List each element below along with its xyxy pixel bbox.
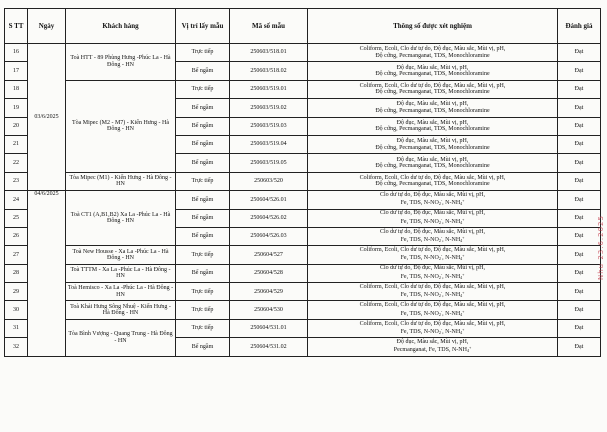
customer-name: Toà New Housse - Xa La -Phúc La - Hà Đông - HN [66, 246, 176, 264]
test-parameters [308, 264, 558, 282]
row-stt: 16 [5, 44, 28, 62]
sample-location: Trực tiếp [176, 80, 230, 98]
subscript: 4 [460, 238, 463, 244]
sample-code: 250604/530 [230, 301, 308, 319]
evaluation-result: Đạt [558, 227, 601, 245]
evaluation-result: Đạt [558, 44, 601, 62]
params-fragment: , N-NH [442, 329, 461, 336]
sample-location: Bể ngầm [176, 135, 230, 153]
superscript: + [462, 271, 465, 277]
params-line: Độ cứng, Pecmanganat, TDS, Monochloramine [375, 107, 490, 114]
params-fragment: , N-NH [442, 200, 461, 207]
params-line [309, 253, 556, 262]
customer-name: Toà HTT - 89 Phùng Hưng -Phúc La - Hà Đông - HN [66, 44, 176, 81]
row-stt: 23 [5, 172, 28, 190]
row-stt: 20 [5, 117, 28, 135]
sample-location: Trực tiếp [176, 283, 230, 301]
row-stt: 21 [5, 135, 28, 153]
test-parameters [308, 301, 558, 319]
evaluation-result: Đạt [558, 117, 601, 135]
test-parameters [308, 283, 558, 301]
row-stt: 24 [5, 191, 28, 209]
sample-location: Trực tiếp [176, 172, 230, 190]
params-line: Độ cứng, Pecmanganat, TDS, Monochloramine [375, 89, 490, 96]
evaluation-result: Đạt [558, 264, 601, 282]
sample-location: Bể ngầm [176, 62, 230, 80]
params-line: Coliform, Ecoli, Clo dư tự do, Độ đục, Màu sắc, Mùi vị, pH, [359, 83, 506, 90]
params-fragment: , N-NH [442, 218, 461, 225]
test-parameters [308, 117, 558, 135]
table-row [5, 172, 601, 190]
header-location: Vị trí lấy mẫu [176, 9, 230, 44]
evaluation-result: Đạt [558, 246, 601, 264]
subscript: 4 [460, 219, 463, 225]
subscript: 4 [460, 330, 463, 336]
sample-location: Bể ngầm [176, 99, 230, 117]
params-line: Độ cứng, Pecmanganat, TDS, Monochloramine [375, 181, 490, 188]
subscript: 2 [438, 274, 441, 280]
superscript: + [462, 198, 465, 204]
evaluation-result: Đạt [558, 319, 601, 337]
superscript: + [462, 327, 465, 333]
superscript: - [440, 235, 443, 241]
superscript: - [440, 327, 443, 333]
params-line: Coliform, Ecoli, Clo dư tự do, Độ đục, Màu sắc, Mùi vị, pH, [359, 302, 506, 309]
params-fragment: Pecmanganat, Fe, TDS, N-NH [393, 347, 467, 354]
row-stt: 30 [5, 301, 28, 319]
params-line: Độ đục, Màu sắc, Mùi vị, pH, [396, 156, 469, 163]
evaluation-result: Đạt [558, 99, 601, 117]
params-line: Độ đục, Màu sắc, Mùi vị, pH, [396, 101, 469, 108]
header-result: Đánh giá [558, 9, 601, 44]
params-line: Độ cứng, Pecmanganat, TDS, Monochloramine [375, 52, 490, 59]
params-fragment: Fe, TDS, N-NO [400, 255, 439, 262]
params-line: Độ cứng, Pecmanganat, TDS, Monochloramine [375, 71, 490, 78]
sample-code: 250604/531.02 [230, 338, 308, 356]
superscript: - [440, 290, 443, 296]
customer-name: Tòa Mipec (M2 - M7) - Kiến Hưng - Hà Đông - HN [66, 80, 176, 172]
params-line [309, 198, 556, 207]
table-row [5, 246, 601, 264]
sample-code: 250604/529 [230, 283, 308, 301]
superscript: + [462, 308, 465, 314]
params-fragment: , N-NH [442, 310, 461, 317]
sample-location: Trực tiếp [176, 246, 230, 264]
sample-location: Trực tiếp [176, 44, 230, 62]
customer-name: Toà CT1 (A,B1,B2) Xa La -Phúc La - Hà Đông - HN [66, 191, 176, 246]
evaluation-result: Đạt [558, 154, 601, 172]
params-line: Coliform, Ecoli, Clo dư tự do, Độ đục, Màu sắc, Mùi vị, pH, [359, 320, 506, 327]
superscript: - [440, 216, 443, 222]
table-row [5, 191, 601, 209]
params-line: Độ cứng, Pecmanganat, TDS, Monochloramine [375, 144, 490, 151]
sample-location: Bể ngầm [176, 117, 230, 135]
sample-location: Bể ngầm [176, 191, 230, 209]
params-line: Độ cứng, Pecmanganat, TDS, Monochloramine [375, 163, 490, 170]
params-fragment: , N-NH [442, 255, 461, 262]
test-parameters [308, 99, 558, 117]
test-parameters [308, 44, 558, 62]
superscript: + [462, 235, 465, 241]
sample-code: 250604/526.03 [230, 227, 308, 245]
superscript: - [440, 198, 443, 204]
params-line: Clo dư tự do, Độ đục, Màu sắc, Mùi vị, pH, [380, 191, 485, 198]
sample-code: 250603/519.04 [230, 135, 308, 153]
params-line: Độ đục, Màu sắc, Mùi vị, pH, [396, 119, 469, 126]
params-fragment: , N-NH [442, 237, 461, 244]
subscript: 2 [438, 256, 441, 262]
table-row [5, 319, 601, 337]
subscript: 2 [438, 330, 441, 336]
params-line [309, 217, 556, 226]
test-parameters [308, 246, 558, 264]
subscript: 4 [460, 293, 463, 299]
sample-code: 250604/526.02 [230, 209, 308, 227]
params-line: Clo dư tự do, Độ đục, Màu sắc, Mùi vị, pH, [380, 228, 485, 235]
params-fragment: Fe, TDS, N-NO [400, 292, 439, 299]
table-row [5, 80, 601, 98]
evaluation-result: Đạt [558, 283, 601, 301]
params-line: Độ cứng, Pecmanganat, TDS, Monochloramine [375, 126, 490, 133]
params-line: Coliform, Ecoli, Clo dư tự do, Độ đục, Màu sắc, Mùi vị, pH, [359, 283, 506, 290]
table-row [5, 44, 601, 62]
evaluation-result: Đạt [558, 172, 601, 190]
sample-location: Bể ngầm [176, 227, 230, 245]
header-parameters: Thông số được xét nghiệm [308, 9, 558, 44]
row-stt: 17 [5, 62, 28, 80]
sample-code: 250603/519.01 [230, 80, 308, 98]
sample-location: Bể ngầm [176, 209, 230, 227]
evaluation-result: Đạt [558, 209, 601, 227]
params-line [309, 309, 556, 318]
params-fragment: , N-NH [442, 273, 461, 280]
params-line [309, 327, 556, 336]
params-fragment: , N-NH [442, 292, 461, 299]
sample-location: Bể ngầm [176, 154, 230, 172]
customer-name: Tòa Mipec (M1) - Kiến Hưng - Hà Đông - HN [66, 172, 176, 190]
row-stt: 32 [5, 338, 28, 356]
superscript: + [462, 253, 465, 259]
params-fragment: Fe, TDS, N-NO [400, 310, 439, 317]
header-date: Ngày [28, 9, 66, 44]
test-parameters [308, 172, 558, 190]
superscript: + [468, 345, 472, 351]
evaluation-result: Đạt [558, 338, 601, 356]
test-results-table [4, 8, 601, 357]
evaluation-result: Đạt [558, 135, 601, 153]
params-line: Coliform, Ecoli, Clo dư tự do, Độ đục, Màu sắc, Mùi vị, pH, [359, 175, 506, 182]
subscript: 4 [460, 201, 463, 207]
row-stt: 22 [5, 154, 28, 172]
sample-code: 250603/519.03 [230, 117, 308, 135]
params-line [309, 345, 556, 354]
params-line: Coliform, Ecoli, Clo dư tự do, Độ đục, Màu sắc, Mùi vị, pH, [359, 46, 506, 53]
test-parameters [308, 227, 558, 245]
header-stt: S TT [5, 9, 28, 44]
evaluation-result: Đạt [558, 301, 601, 319]
params-line: Clo dư tự do, Độ đục, Màu sắc, Mùi vị, pH, [380, 210, 485, 217]
header-customer: Khách hàng [66, 9, 176, 44]
sample-date: 03/6/2025 [28, 44, 66, 191]
sample-code: 250603/519.05 [230, 154, 308, 172]
test-parameters [308, 154, 558, 172]
params-line: Clo dư tự do, Độ đục, Màu sắc, Mùi vị, pH, [380, 265, 485, 272]
handwritten-margin-note: Nhu 23.6.2025 [597, 215, 605, 280]
subscript: 4 [460, 256, 463, 262]
params-fragment: Fe, TDS, N-NO [400, 200, 439, 207]
sample-code: 250604/527 [230, 246, 308, 264]
test-parameters [308, 209, 558, 227]
row-stt: 27 [5, 246, 28, 264]
superscript: - [440, 308, 443, 314]
subscript: 2 [438, 201, 441, 207]
customer-name: Tòa Bình Vượng - Quang Trung - Hà Đông - HN [66, 319, 176, 356]
sample-code: 250604/528 [230, 264, 308, 282]
test-parameters [308, 62, 558, 80]
table-row [5, 301, 601, 319]
params-fragment: Fe, TDS, N-NO [400, 273, 439, 280]
sample-code: 250604/526.01 [230, 191, 308, 209]
sample-code: 250604/531.01 [230, 319, 308, 337]
customer-name: Toà Khải Hưng Sông Nhuệ - Kiến Hưng - Hà Đông - HN [66, 301, 176, 319]
params-line [309, 290, 556, 299]
subscript: 2 [438, 293, 441, 299]
table-row [5, 283, 601, 301]
superscript: + [462, 216, 465, 222]
subscript: 2 [438, 219, 441, 225]
row-stt: 28 [5, 264, 28, 282]
superscript: + [462, 290, 465, 296]
params-line [309, 235, 556, 244]
sample-code: 250603/518.02 [230, 62, 308, 80]
sample-location: Trực tiếp [176, 319, 230, 337]
row-stt: 31 [5, 319, 28, 337]
params-line [309, 272, 556, 281]
test-parameters [308, 319, 558, 337]
row-stt: 25 [5, 209, 28, 227]
sample-location: Trực tiếp [176, 301, 230, 319]
table-row [5, 264, 601, 282]
test-parameters [308, 191, 558, 209]
params-line: Độ đục, Màu sắc, Mùi vị, pH, [396, 64, 469, 71]
customer-name: Toà Hemisco - Xa La -Phúc La - Hà Đông - HN [66, 283, 176, 301]
params-fragment: Fe, TDS, N-NO [400, 237, 439, 244]
test-parameters [308, 338, 558, 356]
sample-date: 04/6/2025 [28, 191, 66, 357]
subscript: 4 [460, 274, 463, 280]
subscript: 4 [460, 311, 463, 317]
params-fragment: Fe, TDS, N-NO [400, 329, 439, 336]
params-line: Coliform, Ecoli, Clo dư tự do, Độ đục, Màu sắc, Mùi vị, pH, [359, 247, 506, 254]
row-stt: 29 [5, 283, 28, 301]
superscript: - [440, 253, 443, 259]
header-sample-code: Mã số mẫu [230, 9, 308, 44]
row-stt: 26 [5, 227, 28, 245]
params-line: Độ đục, Màu sắc, Mùi vị, pH, [396, 339, 469, 346]
sample-code: 250603/518.01 [230, 44, 308, 62]
sample-location: Bể ngầm [176, 338, 230, 356]
subscript: 4 [466, 348, 469, 354]
sample-code: 250603/520 [230, 172, 308, 190]
test-parameters [308, 80, 558, 98]
subscript: 2 [438, 238, 441, 244]
evaluation-result: Đạt [558, 80, 601, 98]
params-line: Độ đục, Màu sắc, Mùi vị, pH, [396, 138, 469, 145]
sample-code: 250603/519.02 [230, 99, 308, 117]
evaluation-result: Đạt [558, 191, 601, 209]
row-stt: 19 [5, 99, 28, 117]
evaluation-result: Đạt [558, 62, 601, 80]
customer-name: Toà TTTM - Xa La -Phúc La - Hà Đông - HN [66, 264, 176, 282]
subscript: 2 [438, 311, 441, 317]
sample-location: Bể ngầm [176, 264, 230, 282]
row-stt: 18 [5, 80, 28, 98]
params-fragment: Fe, TDS, N-NO [400, 218, 439, 225]
superscript: - [440, 271, 443, 277]
table-header-row [5, 9, 601, 44]
test-parameters [308, 135, 558, 153]
